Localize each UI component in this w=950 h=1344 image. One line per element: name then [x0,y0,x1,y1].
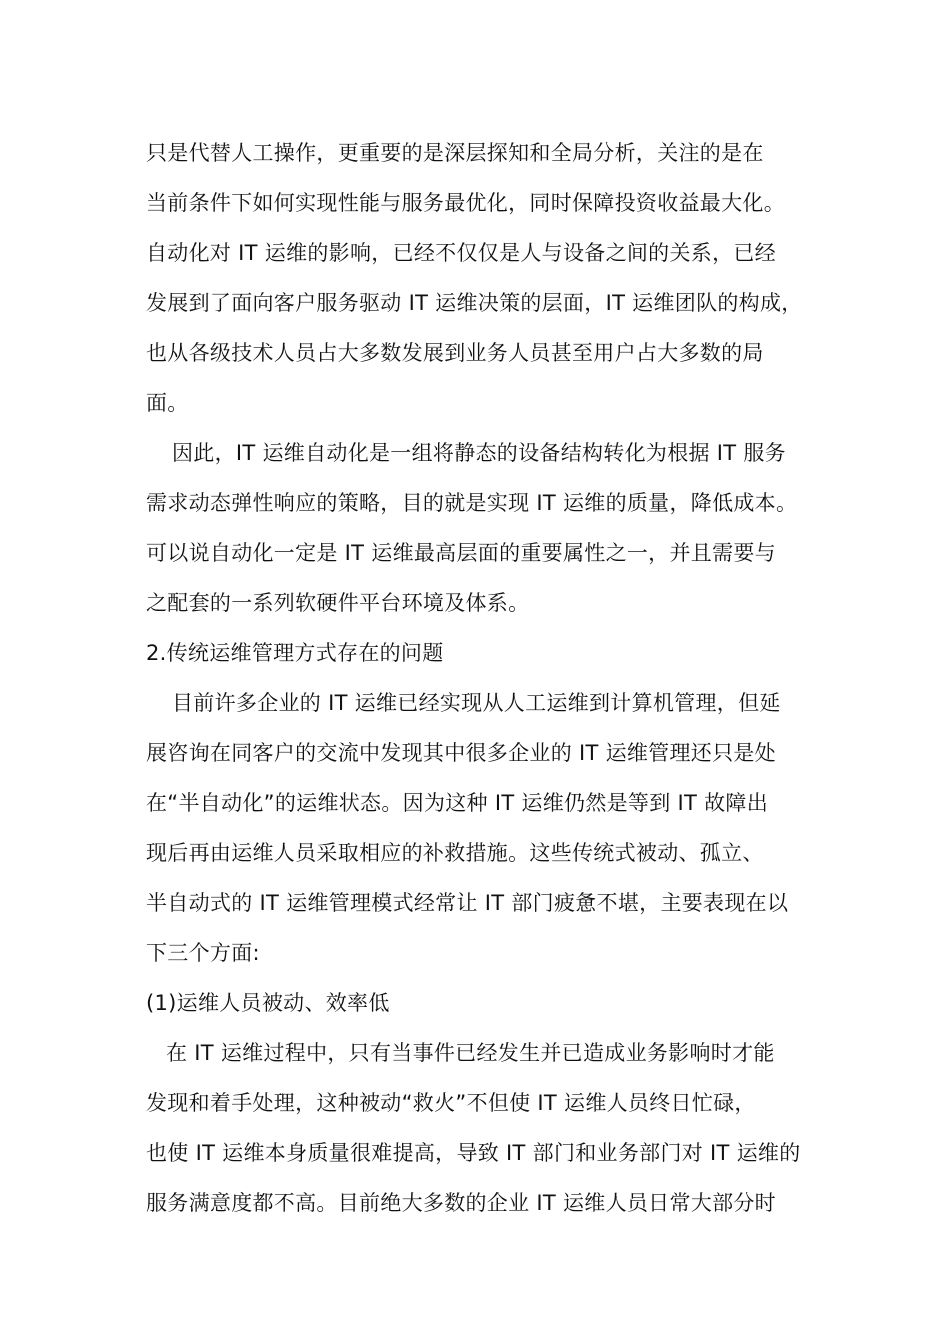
text-line: 发现和着手处理，这种被动“救火”不但使 IT 运维人员终日忙碌， [146,1091,756,1115]
text-line: 需求动态弹性响应的策略，目的就是实现 IT 运维的质量，降低成本。 [146,491,798,515]
text-line: 之配套的一系列软硬件平台环境及体系。 [146,591,530,615]
text-line: 发展到了面向客户服务驱动 IT 运维决策的层面，IT 运维团队的构成， [146,291,803,315]
text-line: 服务满意度都不高。目前绝大多数的企业 IT 运维人员日常大部分时 [146,1191,776,1215]
text-line: 可以说自动化一定是 IT 运维最高层面的重要属性之一，并且需要与 [146,541,776,565]
text-line: 面。 [146,391,189,415]
text-line: 半自动式的 IT 运维管理模式经常让 IT 部门疲惫不堪，主要表现在以 [146,891,789,915]
paragraph-start-line: 目前许多企业的 IT 运维已经实现从人工运维到计算机管理，但延 [172,691,781,715]
subsection-heading: (1)运维人员被动、效率低 [146,991,390,1015]
text-line: 展咨询在同客户的交流中发现其中很多企业的 IT 运维管理还只是处 [146,741,776,765]
text-line: 也使 IT 运维本身质量很难提高，导致 IT 部门和业务部门对 IT 运维的 [146,1141,801,1165]
text-line: 在“半自动化”的运维状态。因为这种 IT 运维仍然是等到 IT 故障出 [146,791,768,815]
text-line: 现后再由运维人员采取相应的补救措施。这些传统式被动、孤立、 [146,841,764,865]
document-body [146,128,826,1228]
text-line: 下三个方面: [146,941,260,965]
text-line: 也从各级技术人员占大多数发展到业务人员甚至用户占大多数的局 [146,341,764,365]
paragraph-start-line: 因此，IT 运维自动化是一组将静态的设备结构转化为根据 IT 服务 [172,441,786,465]
paragraph-start-line: 在 IT 运维过程中，只有当事件已经发生并已造成业务影响时才能 [166,1041,775,1065]
section-heading: 2.传统运维管理方式存在的问题 [146,641,444,665]
text-line: 当前条件下如何实现性能与服务最优化，同时保障投资收益最大化。 [146,191,785,215]
text-line: 自动化对 IT 运维的影响，已经不仅仅是人与设备之间的关系，已经 [146,241,776,265]
text-line: 只是代替人工操作，更重要的是深层探知和全局分析，关注的是在 [146,141,764,165]
